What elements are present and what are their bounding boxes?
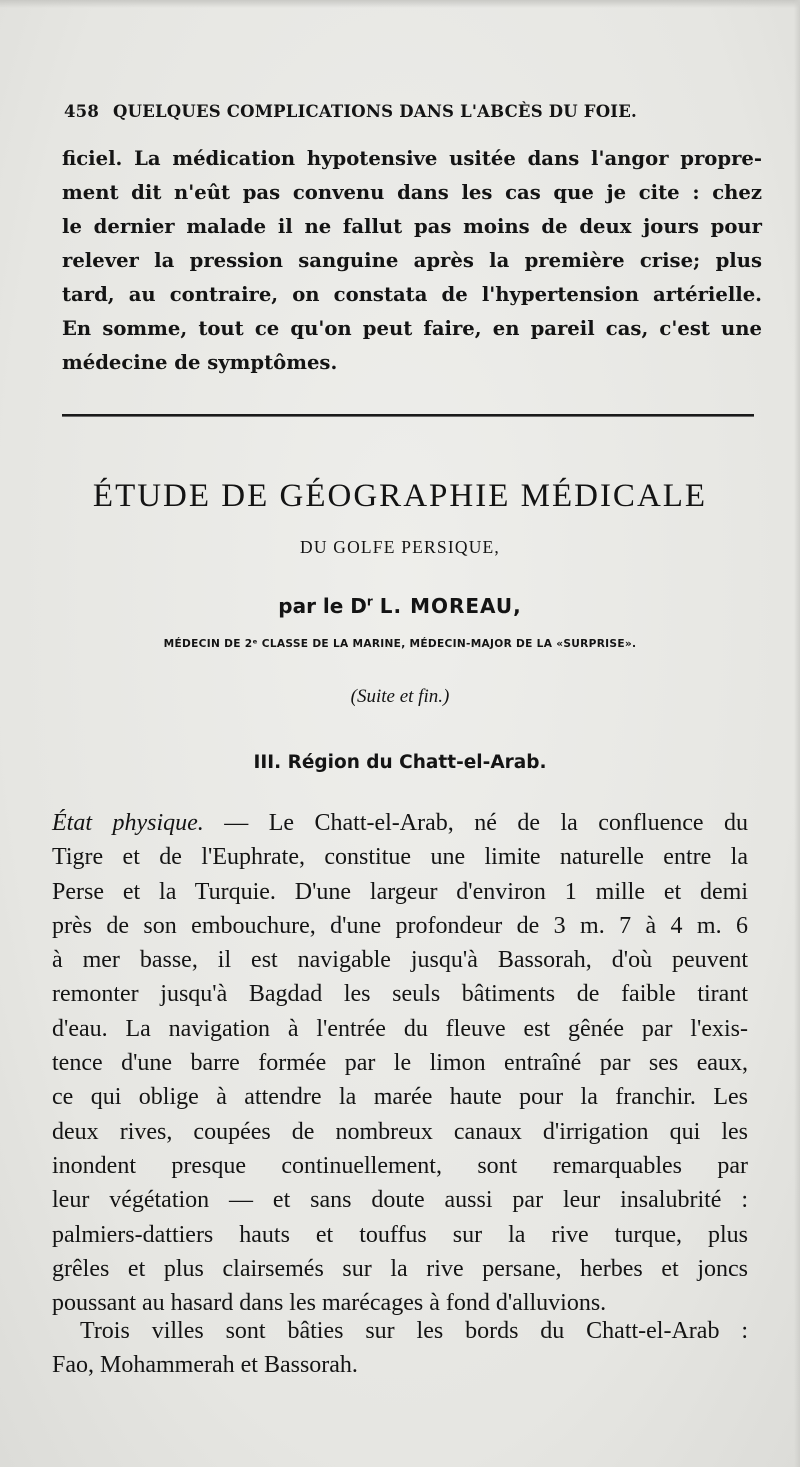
scan-edge-shadow-right	[794, 0, 800, 1467]
page-number: 458	[64, 102, 100, 121]
paragraph-lead: État physique.	[52, 810, 204, 836]
running-head-title: QUELQUES COMPLICATIONS DANS L'ABCÈS DU FOIE.	[113, 102, 637, 121]
text-line: ment dit n'eût pas convenu dans les cas que je cite : chez	[62, 181, 762, 204]
article-subtitle: DU GOLFE PERSIQUE,	[299, 537, 500, 557]
scan-edge-shadow	[0, 0, 800, 8]
text-line: relever la pression sanguine après la première crise; plus	[62, 249, 762, 272]
text-line: ce qui oblige à attendre la marée haute pour la franchir. Les	[52, 1084, 748, 1111]
section-divider-rule	[62, 414, 754, 417]
text-line: Tigre et de l'Euphrate, constitue une limite naturelle entre la	[52, 844, 748, 871]
text-line: grêles et plus clairsemés sur la rive persane, herbes et joncs	[52, 1255, 748, 1282]
text-line: Fao, Mohammerah et Bassorah.	[52, 1352, 358, 1379]
text-run: — Le Chatt-el-Arab, né de la confluence du	[203, 810, 749, 836]
continuation-note: (Suite et fin.)	[350, 686, 450, 707]
byline-sup: r	[366, 594, 373, 609]
section-heading: III. Région du Chatt-el-Arab.	[253, 752, 547, 773]
text-line: à mer basse, il est navigable jusqu'à Bassorah, d'où peuvent	[52, 947, 748, 974]
text-line: poussant au hasard dans les marécages à fond d'alluvions.	[52, 1290, 607, 1317]
text-line: le dernier malade il ne fallut pas moins de deux jours pour	[62, 215, 762, 238]
text-line: remonter jusqu'à Bagdad les seuls bâtiments de faible tirant	[52, 981, 748, 1008]
paragraph-2	[52, 806, 748, 1320]
text-line: d'eau. La navigation à l'entrée du fleuve est gênée par l'exis-	[52, 1015, 748, 1042]
text-line: deux rives, coupées de nombreux canaux d'irrigation qui les	[52, 1118, 748, 1145]
text-line: leur végétation — et sans doute aussi par leur insalubrité :	[52, 1187, 748, 1214]
byline	[0, 594, 800, 618]
text-line: En somme, tout ce qu'on peut faire, en pareil cas, c'est une	[62, 317, 762, 340]
running-head	[64, 102, 704, 121]
author-affiliation: MÉDECIN DE 2ᵉ CLASSE DE LA MARINE, MÉDECIN-MAJOR DE LA «SURPRISE».	[163, 638, 637, 650]
text-line: tard, au contraire, on constata de l'hypertension artérielle.	[62, 283, 762, 306]
text-line: Perse et la Turquie. D'une largeur d'environ 1 mille et demi	[52, 878, 748, 905]
paragraph-3	[52, 1314, 748, 1383]
text-line: tence d'une barre formée par le limon entraîné par ses eaux,	[52, 1050, 748, 1077]
text-line: ficiel. La médication hypotensive usitée dans l'angor propre-	[62, 147, 762, 170]
text-line: près de son embouchure, d'une profondeur de 3 m. 7 à 4 m. 6	[52, 912, 748, 939]
byline-prefix: par le D	[278, 594, 367, 618]
text-line: médecine de symptômes.	[62, 351, 338, 374]
text-line: inondent presque continuellement, sont remarquables par	[52, 1152, 748, 1179]
paragraph-1	[62, 142, 762, 380]
author-name: L. MOREAU,	[379, 594, 522, 618]
text-line: palmiers-dattiers hauts et touffus sur la rive turque, plus	[52, 1221, 748, 1248]
text-line: Trois villes sont bâties sur les bords du Chatt-el-Arab :	[80, 1318, 748, 1344]
text-line-lead	[52, 806, 748, 840]
article-title: ÉTUDE DE GÉOGRAPHIE MÉDICALE	[92, 478, 708, 514]
